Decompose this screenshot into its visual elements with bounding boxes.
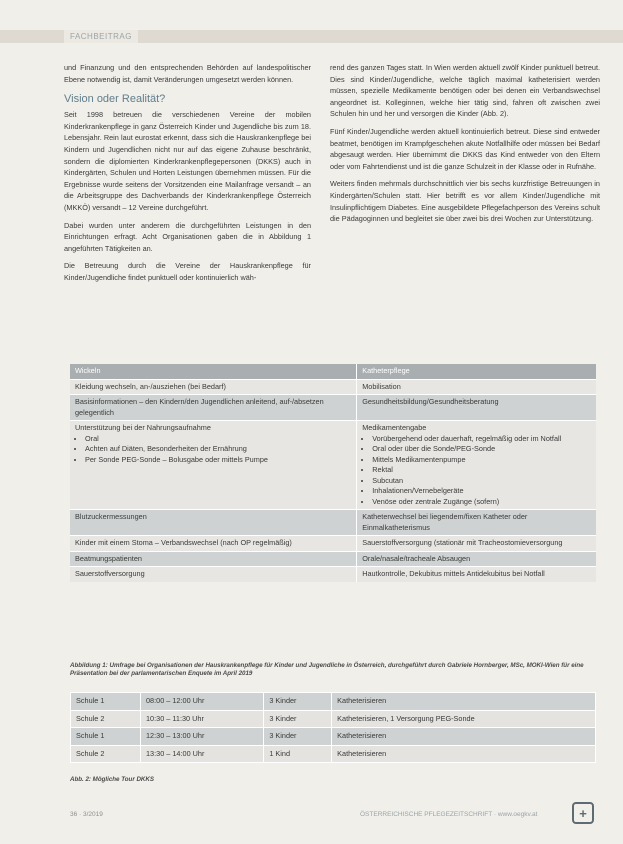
figure-caption: Abbildung 1: Umfrage bei Organisationen der Hauskrankenpflege für Kinder und Jugendliche in Österreich, durchgeführt durch Gabriele Hornberger, MSc, MOKI-Wien für eine Präsentation bei der parlamentarischen Enquete im April 2019 (70, 662, 584, 677)
table-cell: Kleidung wechseln, an-/ausziehen (bei Bedarf) (70, 379, 357, 395)
paragraph: Fünf Kinder/Jugendliche werden aktuell kontinuierlich betreut. Diese sind entweder beatmet, benötigen im Krampfgeschehen akute Notfallhilfe oder müssen bei Bedarf abgesaugt werden. Hier übernimmt die DKKS das Kind entweder von den Eltern oder vom Fahrtendienst und ist die ganze Schulzeit in der Klasse oder in Rufnähe. (330, 126, 600, 171)
table-cell: 08:00 – 12:00 Uhr (141, 693, 264, 711)
paragraph: Weiters finden mehrmals durchschnittlich vier bis sechs kurzfristige Betreuungen in Kindergärten/Schulen statt. Hier betrifft es vor allem Kinder/Jugendliche mit Insulinpflichtigem Diabetes. Eine ausgebildete Pflegefachperson des Vereins schult die Pädagoginnen und begleitet sie über zwei bis drei Wochen zur Unterstützung. (330, 179, 600, 224)
table-cell: Kinder mit einem Stoma – Verbandswechsel (nach OP regelmäßig) (70, 536, 357, 552)
table-row (70, 551, 596, 567)
tour-table (70, 692, 596, 763)
table-cell: Katheterisieren (332, 728, 596, 746)
table-cell: 13:30 – 14:00 Uhr (141, 745, 264, 763)
list-item: • Mittels Medikamentenpumpe (372, 455, 591, 466)
table-cell: Orale/nasale/tracheale Absaugen (357, 551, 596, 567)
table-cell: Gesundheitsbildung/Gesundheitsberatung (357, 395, 596, 421)
paragraph: Dabei wurden unter anderem die durchgeführten Leistungen in den Einrichtungen erfragt. Acht Organisationen gaben die in Abbildung 1 angeführten Tätigkeiten an. (64, 220, 311, 253)
figure-caption: Abb. 2: Mögliche Tour DKKS (70, 776, 154, 783)
table-cell: Schule 2 (71, 710, 141, 728)
table-cell: 3 Kinder (264, 710, 332, 728)
table-cell: Katheterwechsel bei liegendem/fixen Katheter oder Einmalkatheterismus (357, 510, 596, 536)
table-cell: Schule 1 (71, 728, 141, 746)
journal-name: ÖSTERREICHISCHE PFLEGEZEITSCHRIFT · www.oegkv.at (360, 811, 538, 818)
list-item: • Achten auf Diäten, Besonderheiten der Ernährung (85, 444, 351, 455)
table-row (70, 379, 596, 395)
list-item: • Vorübergehend oder dauerhaft, regelmäßig oder im Notfall (372, 434, 591, 445)
paragraph: und Finanzung und den entsprechenden Behörden auf landespolitischer Ebene notwendig ist, damit Veränderungen umgesetzt werden können. (64, 63, 311, 84)
table-cell: Basisinformationen – den Kindern/den Jugendlichen anleitend, auf-/absetzen gelegentlich (70, 395, 357, 421)
table-cell: Mobilisation (357, 379, 596, 395)
table-cell: Sauerstoffversorgung (70, 567, 357, 582)
table-cell: Katheterisieren (332, 745, 596, 763)
table-row (71, 745, 596, 763)
section-tag: FACHBEITRAG (64, 30, 138, 43)
table-cell: 3 Kinder (264, 693, 332, 711)
page-info: 36 · 3/2019 (70, 811, 103, 818)
cell-label: Unterstützung bei der Nahrungsaufnahme (75, 423, 211, 432)
list-item: • Rektal (372, 465, 591, 476)
list-item: • Venöse oder zentrale Zugänge (sofern) (372, 497, 591, 508)
table-cell: Schule 2 (71, 745, 141, 763)
services-table (70, 364, 596, 582)
table-row (71, 693, 596, 711)
list-item: • Oral (85, 434, 351, 445)
table-row (70, 421, 596, 510)
cell-label: Medikamentengabe (362, 423, 427, 432)
table-cell: 12:30 – 13:00 Uhr (141, 728, 264, 746)
table-row (70, 536, 596, 552)
table-cell: Katheterisieren (332, 693, 596, 711)
paragraph: Die Betreuung durch die Vereine der Hauskrankenpflege für Kinder/Jugendliche findet punktuell oder kontinuierlich wäh- (64, 261, 311, 282)
section-heading: Vision oder Realität? (64, 93, 166, 106)
list-item: • Per Sonde PEG-Sonde – Bolusgabe oder mittels Pumpe (85, 455, 351, 466)
table-cell: Sauerstoffversorgung (stationär mit Tracheostomieversorgung (357, 536, 596, 552)
right-column (330, 62, 600, 231)
paragraph: rend des ganzen Tages statt. In Wien werden aktuell zwölf Kinder punktuell betreut. Dies sind Kinder/Jugendliche, welche täglich maximal katheterisiert werden müssen, spezielle Medikamente benötigen oder bei denen ein Verbandswechsel angeordnet ist. Kolleginnen, welche hier tätig sind, fahren oft zwischen zwei Schulen hin und her und versorgen die Kinder (Abb. 2). (330, 63, 600, 119)
table-row (71, 710, 596, 728)
table-header-cell: Wickeln (70, 364, 357, 379)
left-column (64, 62, 311, 290)
bullet-list (75, 434, 351, 466)
table-cell: 1 Kind (264, 745, 332, 763)
table-row (70, 510, 596, 536)
paragraph: Seit 1998 betreuen die verschiedenen Vereine der mobilen Kinderkrankenpflege in ganz Österreich Kinder und Jugendliche bis zum 18. Lebensjahr. Rein laut eurostat erkennt, dass sich die Hauskrankenpflege bei Kindern und Jugendlichen nicht nur auf das eigene Zuhause beschränkt, sondern die diplomierten Kinderkrankenpflegepersonen (DKKS) auch in Kindergärten, Schulen und Horten Leistungen übernehmen müssen. Für die Ergebnisse wurde seitens der Vorsitzenden eine Mailanfrage versandt – an die Arbeitsgruppe des Dachverbands der Kinderkrankenpflege Österreich (MKKÖ) versandt – 12 Vereine durchgeführt. (64, 110, 311, 212)
table-header-cell: Katheterpflege (357, 364, 596, 379)
list-item: • Inhalationen/Vernebelgeräte (372, 486, 591, 497)
table-header-row (70, 364, 596, 379)
list-item: • Oral oder über die Sonde/PEG-Sonde (372, 444, 591, 455)
bullet-list (362, 434, 591, 508)
table-cell: Schule 1 (71, 693, 141, 711)
table-cell: Katheterisieren, 1 Versorgung PEG-Sonde (332, 710, 596, 728)
table-cell: Blutzuckermessungen (70, 510, 357, 536)
table-cell: 3 Kinder (264, 728, 332, 746)
table-cell: Beatmungspatienten (70, 551, 357, 567)
table-row (71, 728, 596, 746)
list-item: • Subcutan (372, 476, 591, 487)
table-row (70, 567, 596, 582)
table-cell: Hautkontrolle, Dekubitus mittels Antidekubitus bei Notfall (357, 567, 596, 582)
journal-logo-icon: + (572, 802, 594, 824)
medication-cell (357, 421, 596, 510)
nutrition-cell (70, 421, 357, 510)
table-cell: 10:30 – 11:30 Uhr (141, 710, 264, 728)
table-row (70, 395, 596, 421)
